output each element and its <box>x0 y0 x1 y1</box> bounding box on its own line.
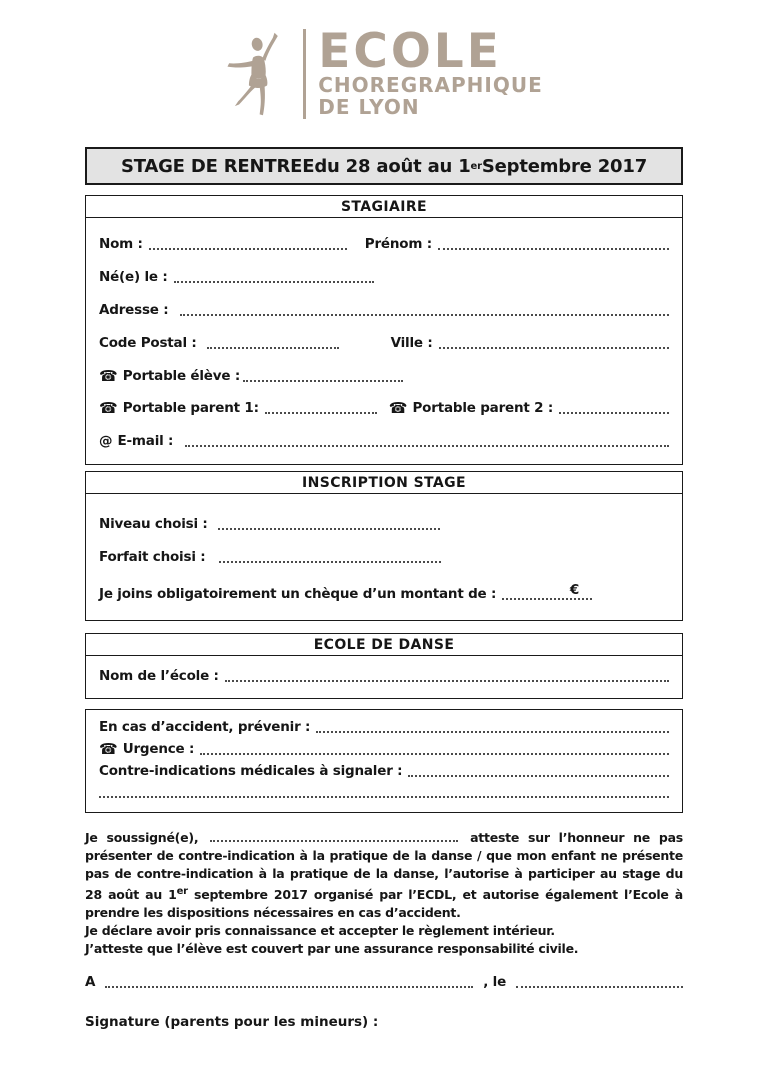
prenom-field-line <box>438 238 669 250</box>
phone-icon: ☎ <box>99 399 118 417</box>
place-date-row <box>85 974 683 990</box>
portable-parent1-label: Portable parent 1: <box>122 400 259 416</box>
phone-icon: ☎ <box>99 367 118 385</box>
nom-label: Nom : <box>99 236 143 252</box>
banner-title-bold: STAGE DE RENTREE <box>120 155 315 177</box>
euro-symbol: € <box>569 582 580 598</box>
prenom-label: Prénom : <box>364 236 432 252</box>
ecole-danse-header: ECOLE DE DANSE <box>86 634 682 656</box>
section-ecole-de-danse <box>85 633 683 699</box>
contre-indications-field-line <box>408 765 669 777</box>
contre-indications-field-line-2 <box>99 786 669 798</box>
ne-le-field-line <box>174 271 374 283</box>
montant-field-line <box>502 582 592 600</box>
nom-ecole-field-line <box>225 670 669 682</box>
portable-parent1-field-line <box>265 402 377 414</box>
email-label: E-mail : <box>117 433 174 449</box>
code-postal-label: Code Postal : <box>99 335 197 351</box>
declaration-part2: atteste sur l’honneur ne pas présenter de contre-indication à la pratique de la danse / que mon enfant ne présente pas de contre-indication à la pratique de la danse, l’autorise à participer au stage du 28 août au 1 <box>85 830 683 903</box>
ville-label: Ville : <box>390 335 433 351</box>
banner-title-end: Septembre 2017 <box>481 155 648 177</box>
place-label: A <box>85 974 96 991</box>
prevenir-field-line <box>316 721 669 733</box>
banner-title-dates: du 28 août au 1 <box>314 155 471 177</box>
section-stagiaire <box>85 195 683 465</box>
school-logo <box>0 0 768 124</box>
place-field-line <box>105 976 473 988</box>
portable-parent2-label: Portable parent 2 : <box>412 400 554 416</box>
form-title-banner <box>85 147 683 185</box>
section-urgence <box>85 709 683 813</box>
dancer-icon <box>225 24 291 124</box>
phone-icon: ☎ <box>388 399 408 417</box>
nom-ecole-label: Nom de l’école : <box>99 668 219 684</box>
logo-title: ECOLE <box>318 24 502 79</box>
prevenir-label: En cas d’accident, prévenir : <box>99 719 311 735</box>
niveau-label: Niveau choisi : <box>99 516 208 532</box>
nom-field-line <box>149 238 347 250</box>
logo-divider <box>303 29 306 119</box>
email-field-line <box>185 435 669 447</box>
inscription-header: INSCRIPTION STAGE <box>86 472 682 494</box>
urgence-field-line <box>200 743 669 755</box>
code-postal-field-line <box>207 337 339 349</box>
stagiaire-header: STAGIAIRE <box>86 196 682 218</box>
ne-le-label: Né(e) le : <box>99 269 168 285</box>
ville-field-line <box>439 337 669 349</box>
signatory-name-line <box>210 833 458 842</box>
declaration-line3: J’atteste que l’élève est couvert par une assurance responsabilité civile. <box>85 941 579 957</box>
declaration-part3: septembre 2017 organisé par l’ECDL, et autorise également l’Ecole à prendre les dispositions nécessaires en cas d’accident. <box>85 887 683 921</box>
logo-subtitle-2: DE LYON <box>318 95 420 119</box>
declaration-paragraph <box>85 829 683 922</box>
forfait-label: Forfait choisi : <box>99 549 206 565</box>
declaration-line2: Je déclare avoir pris connaissance et accepter le règlement intérieur. <box>85 923 555 939</box>
banner-superscript: er <box>470 160 482 172</box>
signature-label: Signature (parents pour les mineurs) : <box>85 1014 379 1031</box>
urgence-label: Urgence : <box>122 741 195 757</box>
portable-eleve-field-line <box>243 370 403 382</box>
date-label: , le <box>483 974 507 991</box>
portable-eleve-label: Portable élève : <box>122 368 241 384</box>
cheque-label: Je joins obligatoirement un chèque d’un montant de : <box>99 586 497 602</box>
portable-parent2-field-line <box>559 402 669 414</box>
at-icon: @ <box>99 433 113 449</box>
declaration-superscript: er <box>176 886 188 897</box>
adresse-label: Adresse : <box>99 302 169 318</box>
niveau-field-line <box>218 518 440 530</box>
section-inscription-stage <box>85 471 683 621</box>
contre-indications-label: Contre-indications médicales à signaler : <box>99 763 403 779</box>
adresse-field-line <box>180 304 669 316</box>
logo-subtitle-1: CHOREGRAPHIQUE <box>318 73 543 97</box>
declaration-part1: Je soussigné(e), <box>85 830 199 845</box>
phone-icon: ☎ <box>99 740 118 758</box>
date-field-line <box>516 976 683 988</box>
forfait-field-line <box>219 551 441 563</box>
